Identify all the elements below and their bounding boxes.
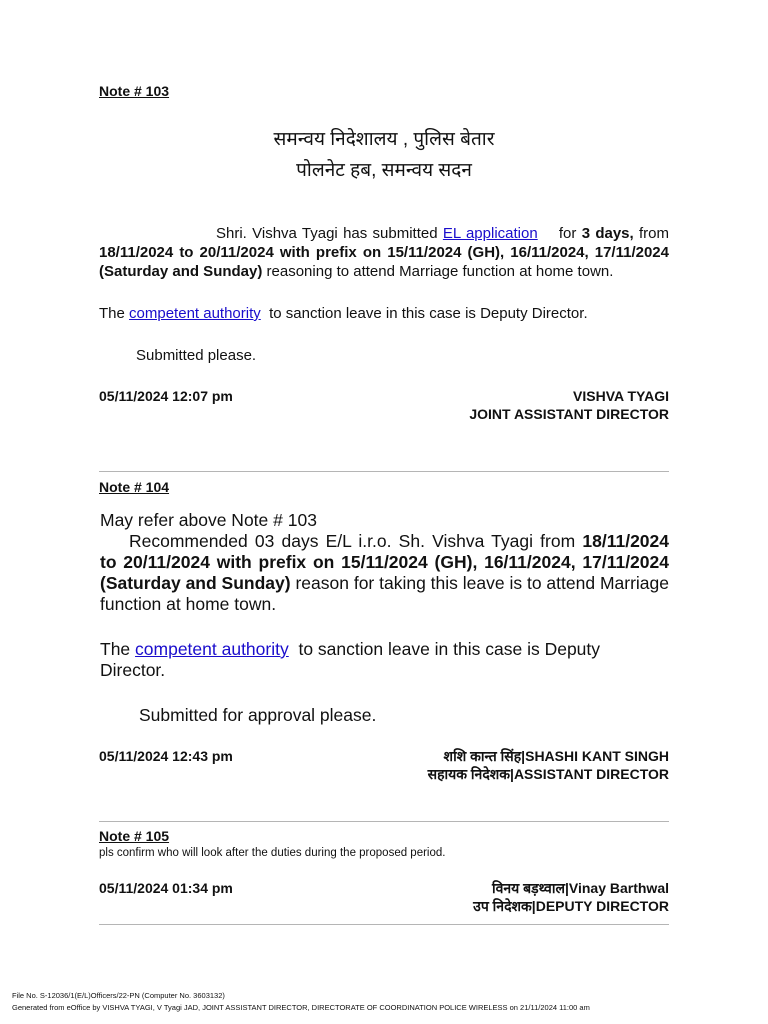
note-title: Note # 103 <box>99 83 170 99</box>
office-header-line2: पोलनेट हब, समन्वय सदन <box>296 160 472 181</box>
signature-block <box>99 747 669 783</box>
paragraph-text: May refer above Note # 103 <box>100 510 317 530</box>
note-divider <box>99 821 669 822</box>
signatory <box>473 879 669 915</box>
note-title: Note # 104 <box>99 479 170 495</box>
note-divider <box>99 471 669 472</box>
signature-block <box>99 879 669 915</box>
paragraph-text: reasoning to attend Marriage function at home town. <box>266 263 614 280</box>
note-105 <box>99 828 669 915</box>
paragraph-text: for <box>558 225 577 242</box>
signatory <box>469 387 669 423</box>
signatory-name: VISHVA TYAGI <box>573 388 669 404</box>
paragraph-text: reason for taking this leave is to attend Marriage function at home town. <box>100 573 670 614</box>
paragraph-text: Submitted for approval please. <box>139 705 377 725</box>
note-paragraph <box>99 304 669 323</box>
footer-generated-info: Generated from eOffice by VISHVA TYAGI, V Tyagi JAD, JOINT ASSISTANT DIRECTOR, DIRECTORATE OF COORDINATION POLICE WIRELESS on 21/11/2024 11:00 am <box>12 1003 590 1012</box>
office-header-line1: समन्वय निदेशालय , पुलिस बेतार <box>273 129 495 150</box>
footer-file-number: File No. S-12036/1(E/L)Officers/22-PN (Computer No. 3603132) <box>12 991 225 1000</box>
paragraph-text: Shri. Vishva Tyagi has submitted <box>216 225 438 242</box>
note-paragraph <box>136 346 669 365</box>
note-paragraph: pls confirm who will look after the duties during the proposed period. <box>99 847 446 859</box>
paragraph-text: to sanction leave in this case is Deputy Director. <box>269 305 588 322</box>
signatory-designation: उप निदेशक|DEPUTY DIRECTOR <box>473 898 669 914</box>
signatory <box>428 747 669 783</box>
paragraph-text: to sanction leave in this case is Deputy Director. <box>100 639 601 680</box>
signatory-name: विनय बड़थ्वाल|Vinay Barthwal <box>491 880 669 896</box>
competent-authority-link[interactable]: competent authority <box>129 305 261 322</box>
paragraph-bold-text: 3 days, <box>581 225 634 242</box>
note-datetime: 05/11/2024 01:34 pm <box>99 880 233 896</box>
page-footer <box>12 990 762 1014</box>
office-header <box>99 124 669 186</box>
note-paragraph <box>100 531 669 615</box>
signatory-name: शशि कान्त सिंह|SHASHI KANT SINGH <box>443 748 669 764</box>
note-title: Note # 105 <box>99 828 170 844</box>
paragraph-bold-text: 18/11/2024 to 20/11/2024 with prefix on 15/11/2024 (GH), 16/11/2024, 17/11/2024 (Saturday and Sunday) <box>99 244 669 280</box>
signature-block <box>99 387 669 423</box>
paragraph-text: from <box>638 225 669 242</box>
paragraph-text: The <box>99 305 125 322</box>
note-paragraph <box>139 705 669 726</box>
competent-authority-link[interactable]: competent authority <box>135 639 289 659</box>
paragraph-bold-text: 18/11/2024 to 20/11/2024 with prefix on 15/11/2024 (GH), 16/11/2024, 17/11/2024 (Saturday and Sunday) <box>100 531 669 593</box>
note-datetime: 05/11/2024 12:43 pm <box>99 748 233 764</box>
el-application-link[interactable]: EL application <box>442 225 538 242</box>
note-paragraph <box>100 639 669 681</box>
signatory-designation: JOINT ASSISTANT DIRECTOR <box>469 406 669 422</box>
note-paragraph <box>100 510 669 531</box>
note-divider <box>99 924 669 925</box>
note-datetime: 05/11/2024 12:07 pm <box>99 388 233 404</box>
paragraph-text: The <box>100 639 131 659</box>
signatory-designation: सहायक निदेशक|ASSISTANT DIRECTOR <box>427 766 669 782</box>
paragraph-text: Recommended 03 days E/L i.r.o. Sh. Vishva Tyagi from <box>129 531 576 551</box>
note-104 <box>99 479 669 783</box>
note-103 <box>99 83 669 423</box>
note-paragraph <box>99 224 669 281</box>
paragraph-text: Submitted please. <box>136 347 257 364</box>
